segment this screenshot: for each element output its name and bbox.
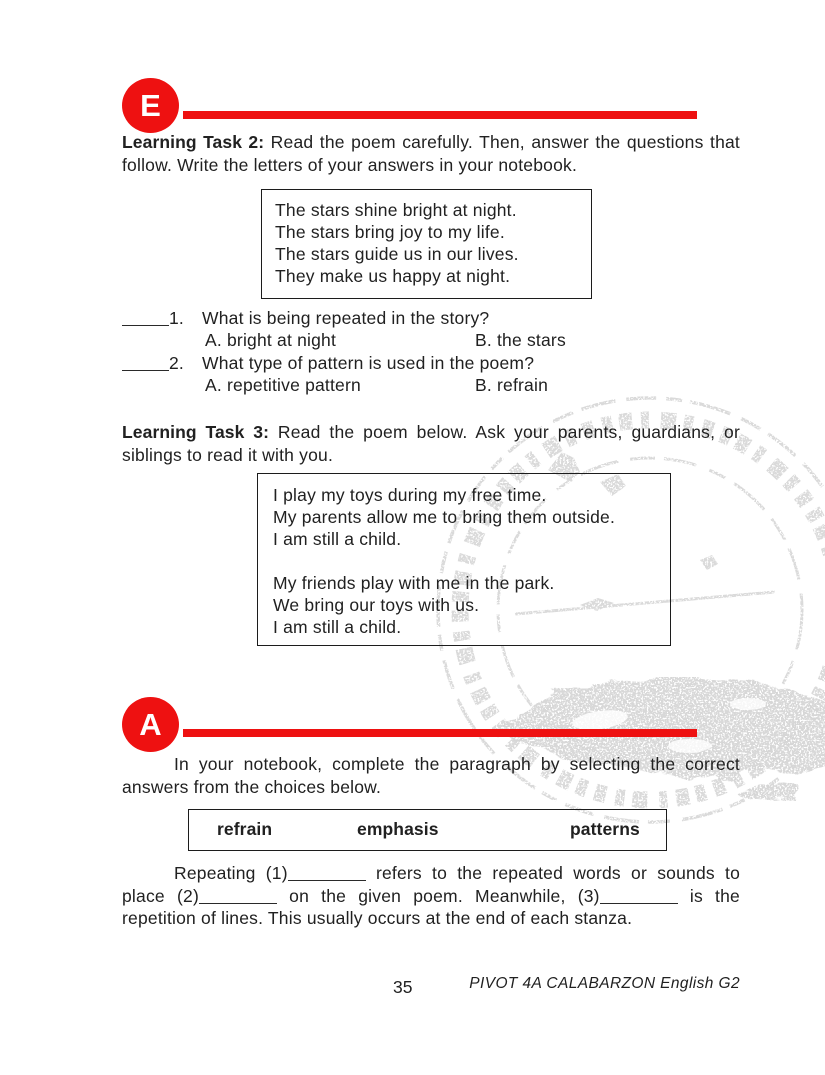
task2-instructions-text: Read the poem carefully. Then, answer the questions that follow. Write the letters of your answers in your notebook. <box>122 132 740 175</box>
question-1-choice-b: B. the stars <box>475 330 566 351</box>
task3-poem-box <box>257 473 671 646</box>
section-a-letter: A <box>139 706 162 742</box>
task3-label: Learning Task 3: <box>122 422 269 442</box>
poem-line: The stars shine bright at night. <box>275 200 517 220</box>
poem-line: My friends play with me in the park. <box>273 573 555 593</box>
fill-segment-2: refers to the repeated words or sounds to place (2) <box>122 863 740 906</box>
fill-segment-1: Repeating (1) <box>174 863 288 883</box>
word-bank-item: emphasis <box>357 819 439 839</box>
poem-line: The stars bring joy to my life. <box>275 222 505 242</box>
question-2-number: 2. <box>169 352 184 373</box>
question-2-choices <box>122 374 762 396</box>
poem-line: My parents allow me to bring them outside. <box>273 507 616 527</box>
fill-segment-3: on the given poem. Meanwhile, (3) <box>276 885 600 906</box>
answer-blank-2 <box>122 356 169 371</box>
task3-instructions <box>122 421 740 466</box>
poem-line: I play my toys during my free time. <box>273 485 547 505</box>
task3-instructions-text: Read the poem below. Ask your parents, guardians, or siblings to read it with you. <box>122 422 740 465</box>
poem-line: The stars guide us in our lives. <box>275 244 519 264</box>
word-bank-item: patterns <box>570 819 640 839</box>
poem-line: I am still a child. <box>273 617 402 637</box>
section-e-letter: E <box>140 87 161 123</box>
question-1-number: 1. <box>169 308 184 328</box>
section-a-badge <box>122 697 179 752</box>
fill-blank-3 <box>600 890 678 904</box>
footer-credit: PIVOT 4A CALABARZON English G2 <box>469 975 740 992</box>
poem-line: I am still a child. <box>273 529 402 549</box>
question-1-text: What is being repeated in the story? <box>202 308 490 328</box>
poem-line: They make us happy at night. <box>275 266 511 286</box>
question-2-choice-b: B. refrain <box>475 375 548 396</box>
fill-segment-4: is the repetition of lines. This usually occurs at the end of each stanza. <box>122 885 740 928</box>
answer-blank-1 <box>122 311 169 326</box>
poem-line: We bring our toys with us. <box>273 595 480 615</box>
section-a-rule <box>183 729 697 737</box>
question-1-choice-a: A. bright at night <box>205 330 337 351</box>
fill-blank-1 <box>288 867 366 881</box>
question-1 <box>122 307 762 329</box>
question-2 <box>122 352 762 374</box>
fill-blank-2 <box>199 890 277 904</box>
task2-instructions <box>122 131 740 176</box>
section-e-rule <box>183 111 697 119</box>
task2-poem-box <box>261 189 592 299</box>
task2-label: Learning Task 2: <box>122 132 265 152</box>
question-1-choices <box>122 329 762 351</box>
word-bank-item: refrain <box>217 819 273 839</box>
question-2-choice-a: A. repetitive pattern <box>205 375 361 396</box>
page-number: 35 <box>393 977 413 997</box>
section-e-badge <box>122 78 179 133</box>
fill-in-paragraph <box>122 862 740 930</box>
word-bank-box <box>188 809 667 851</box>
stanza-gap <box>273 550 670 572</box>
question-2-text: What type of pattern is used in the poem? <box>202 352 535 373</box>
task2-questions <box>122 307 762 397</box>
section-a-intro: In your notebook, complete the paragraph by selecting the correct answers from the choices below. <box>122 754 740 797</box>
